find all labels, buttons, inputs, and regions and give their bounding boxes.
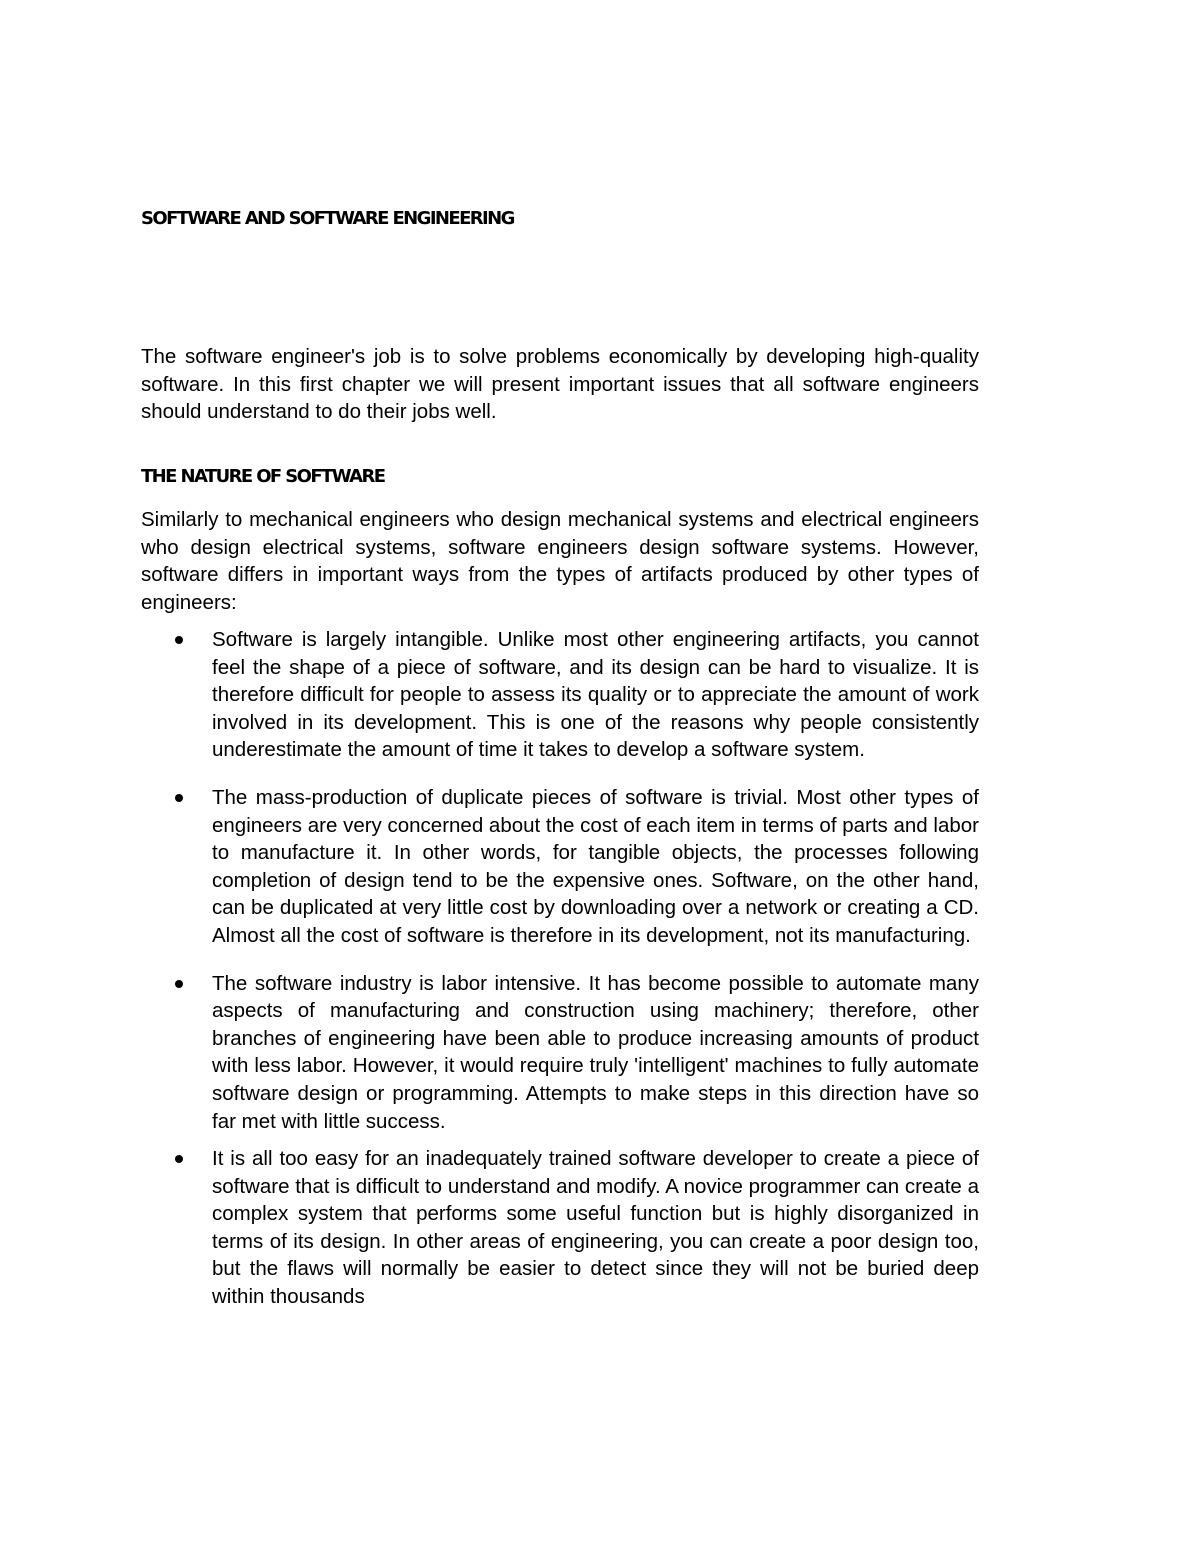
section-intro-paragraph: Similarly to mechanical engineers who design mechanical systems and electrical engineers who design electrical systems, software engineers design software systems. However, software differs in important ways from the types of artifacts produced by other types of engineers: xyxy=(141,508,979,614)
bullet-dot-icon xyxy=(175,1155,183,1163)
intro-paragraph: The software engineer's job is to solve problems economically by developing high-quality software. In this first chapter we will present important issues that all software engineers should understand to do their jobs well. xyxy=(141,345,979,424)
bullet-text: The software industry is labor intensive. It has become possible to automate many aspects of manufacturing and construction using machinery; therefore, other branches of engineering have been able to produce increasing amounts of product with less labor. However, it would require truly 'intelligent' machines to fully automate software design or programming. Attempts to make steps in this direction have so far met with little success. xyxy=(212,971,979,1133)
bullet-text: It is all too easy for an inadequately trained software developer to create a piece of software that is difficult to understand and modify. A novice programmer can create a complex system that performs some useful function but is highly disorganized in terms of its design. In other areas of engineering, you can create a poor design too, but the flaws will normally be easier to detect since they will not be buried deep within thousands xyxy=(212,1147,979,1309)
bullet-item xyxy=(141,1145,979,1311)
bullet-item xyxy=(141,970,979,1136)
bullet-dot-icon xyxy=(175,980,183,988)
bullet-item xyxy=(141,626,979,764)
bullet-text: Software is largely intangible. Unlike most other engineering artifacts, you cannot feel the shape of a piece of software, and its design can be hard to visualize. It is therefore difficult for people to assess its quality or to appreciate the amount of work involved in its development. This is one of the reasons why people consistently underestimate the amount of time it takes to develop a software system. xyxy=(212,628,979,762)
section-heading: THE NATURE OF SOFTWARE xyxy=(141,466,385,487)
bullet-dot-icon xyxy=(175,636,183,644)
bullet-dot-icon xyxy=(175,794,183,802)
bullet-list xyxy=(141,626,979,1311)
document-title: SOFTWARE AND SOFTWARE ENGINEERING xyxy=(141,208,514,229)
bullet-text: The mass-production of duplicate pieces of software is trivial. Most other types of engineers are very concerned about the cost of each item in terms of parts and labor to manufacture it. In other words, for tangible objects, the processes following completion of design tend to be the expensive ones. Software, on the other hand, can be duplicated at very little cost by downloading over a network or creating a CD. Almost all the cost of software is therefore in its development, not its manufacturing. xyxy=(212,785,979,947)
bullet-item xyxy=(141,784,979,950)
